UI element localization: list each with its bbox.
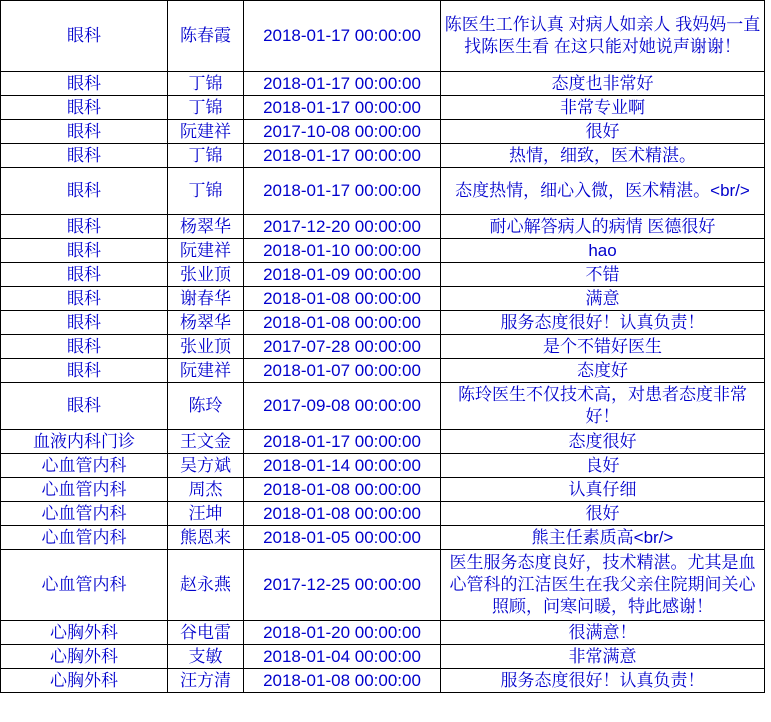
department-cell: 眼科 (1, 311, 168, 335)
date-cell: 2017-12-25 00:00:00 (244, 550, 441, 621)
comment-cell: 满意 (441, 287, 765, 311)
doctor-cell: 丁锦 (168, 96, 244, 120)
table-row (1, 478, 765, 502)
date-cell: 2018-01-17 00:00:00 (244, 168, 441, 215)
comment-cell: 很满意！ (441, 621, 765, 645)
doctor-cell: 丁锦 (168, 168, 244, 215)
department-cell: 心血管内科 (1, 478, 168, 502)
doctor-cell: 吴方斌 (168, 454, 244, 478)
date-cell: 2018-01-10 00:00:00 (244, 239, 441, 263)
table-row (1, 621, 765, 645)
comment-cell: 热情，细致，医术精湛。 (441, 144, 765, 168)
comment-cell: 耐心解答病人的病情 医德很好 (441, 215, 765, 239)
comment-cell: 很好 (441, 502, 765, 526)
doctor-cell: 陈春霞 (168, 1, 244, 72)
department-cell: 眼科 (1, 120, 168, 144)
department-cell: 心血管内科 (1, 454, 168, 478)
department-cell: 心胸外科 (1, 669, 168, 693)
date-cell: 2017-10-08 00:00:00 (244, 120, 441, 144)
table-row (1, 144, 765, 168)
date-cell: 2018-01-07 00:00:00 (244, 359, 441, 383)
doctor-cell: 汪坤 (168, 502, 244, 526)
table-row (1, 72, 765, 96)
table-row (1, 383, 765, 430)
department-cell: 眼科 (1, 359, 168, 383)
date-cell: 2018-01-08 00:00:00 (244, 287, 441, 311)
date-cell: 2017-12-20 00:00:00 (244, 215, 441, 239)
department-cell: 眼科 (1, 263, 168, 287)
doctor-cell: 王文金 (168, 430, 244, 454)
date-cell: 2018-01-05 00:00:00 (244, 526, 441, 550)
table-row (1, 311, 765, 335)
department-cell: 眼科 (1, 72, 168, 96)
comment-cell: 陈玲医生不仅技术高，对患者态度非常好！ (441, 383, 765, 430)
date-cell: 2018-01-17 00:00:00 (244, 72, 441, 96)
doctor-cell: 张业顶 (168, 335, 244, 359)
doctor-cell: 阮建祥 (168, 359, 244, 383)
date-cell: 2018-01-17 00:00:00 (244, 430, 441, 454)
doctor-cell: 谷电雷 (168, 621, 244, 645)
department-cell: 眼科 (1, 383, 168, 430)
date-cell: 2018-01-20 00:00:00 (244, 621, 441, 645)
department-cell: 眼科 (1, 168, 168, 215)
table-row (1, 120, 765, 144)
date-cell: 2018-01-17 00:00:00 (244, 96, 441, 120)
doctor-cell: 丁锦 (168, 144, 244, 168)
department-cell: 心血管内科 (1, 526, 168, 550)
department-cell: 眼科 (1, 335, 168, 359)
comment-cell: 医生服务态度良好，技术精湛。尤其是血心管科的江洁医生在我父亲住院期间关心照顾，问寒问暖，特此感谢！ (441, 550, 765, 621)
table-row (1, 96, 765, 120)
comment-cell: 良好 (441, 454, 765, 478)
department-cell: 心血管内科 (1, 502, 168, 526)
comment-cell: 熊主任素质高<br/> (441, 526, 765, 550)
table-row (1, 1, 765, 72)
table-row (1, 335, 765, 359)
doctor-cell: 杨翠华 (168, 215, 244, 239)
comment-cell: hao (441, 239, 765, 263)
doctor-cell: 汪方清 (168, 669, 244, 693)
comment-cell: 服务态度很好！认真负责！ (441, 311, 765, 335)
doctor-cell: 阮建祥 (168, 239, 244, 263)
date-cell: 2017-09-08 00:00:00 (244, 383, 441, 430)
date-cell: 2018-01-04 00:00:00 (244, 645, 441, 669)
doctor-cell: 支敏 (168, 645, 244, 669)
department-cell: 眼科 (1, 144, 168, 168)
department-cell: 心胸外科 (1, 621, 168, 645)
date-cell: 2018-01-09 00:00:00 (244, 263, 441, 287)
department-cell: 心血管内科 (1, 550, 168, 621)
date-cell: 2018-01-17 00:00:00 (244, 1, 441, 72)
table-row (1, 502, 765, 526)
table-row (1, 454, 765, 478)
date-cell: 2018-01-14 00:00:00 (244, 454, 441, 478)
comment-cell: 认真仔细 (441, 478, 765, 502)
date-cell: 2018-01-17 00:00:00 (244, 144, 441, 168)
table-row (1, 263, 765, 287)
doctor-cell: 陈玲 (168, 383, 244, 430)
table-row (1, 215, 765, 239)
table-row (1, 645, 765, 669)
department-cell: 眼科 (1, 215, 168, 239)
comment-cell: 是个不错好医生 (441, 335, 765, 359)
comment-cell: 态度热情，细心入微，医术精湛。<br/> (441, 168, 765, 215)
doctor-cell: 熊恩来 (168, 526, 244, 550)
doctor-cell: 谢春华 (168, 287, 244, 311)
department-cell: 血液内科门诊 (1, 430, 168, 454)
table-row (1, 526, 765, 550)
comment-cell: 不错 (441, 263, 765, 287)
comment-cell: 态度很好 (441, 430, 765, 454)
comment-cell: 服务态度很好！认真负责！ (441, 669, 765, 693)
department-cell: 眼科 (1, 1, 168, 72)
department-cell: 眼科 (1, 239, 168, 263)
comment-cell: 陈医生工作认真 对病人如亲人 我妈妈一直找陈医生看 在这只能对她说声谢谢！ (441, 1, 765, 72)
table-row (1, 239, 765, 263)
doctor-cell: 杨翠华 (168, 311, 244, 335)
table-row (1, 359, 765, 383)
table-row (1, 430, 765, 454)
comment-cell: 态度也非常好 (441, 72, 765, 96)
date-cell: 2018-01-08 00:00:00 (244, 478, 441, 502)
comment-cell: 非常满意 (441, 645, 765, 669)
comment-cell: 很好 (441, 120, 765, 144)
table-row (1, 550, 765, 621)
date-cell: 2018-01-08 00:00:00 (244, 502, 441, 526)
doctor-cell: 赵永燕 (168, 550, 244, 621)
date-cell: 2018-01-08 00:00:00 (244, 311, 441, 335)
doctor-cell: 张业顶 (168, 263, 244, 287)
comment-cell: 非常专业啊 (441, 96, 765, 120)
doctor-cell: 丁锦 (168, 72, 244, 96)
table-row (1, 287, 765, 311)
table-row (1, 168, 765, 215)
department-cell: 心胸外科 (1, 645, 168, 669)
department-cell: 眼科 (1, 287, 168, 311)
department-cell: 眼科 (1, 96, 168, 120)
comment-cell: 态度好 (441, 359, 765, 383)
table-row (1, 669, 765, 693)
date-cell: 2018-01-08 00:00:00 (244, 669, 441, 693)
doctor-cell: 阮建祥 (168, 120, 244, 144)
doctor-cell: 周杰 (168, 478, 244, 502)
date-cell: 2017-07-28 00:00:00 (244, 335, 441, 359)
